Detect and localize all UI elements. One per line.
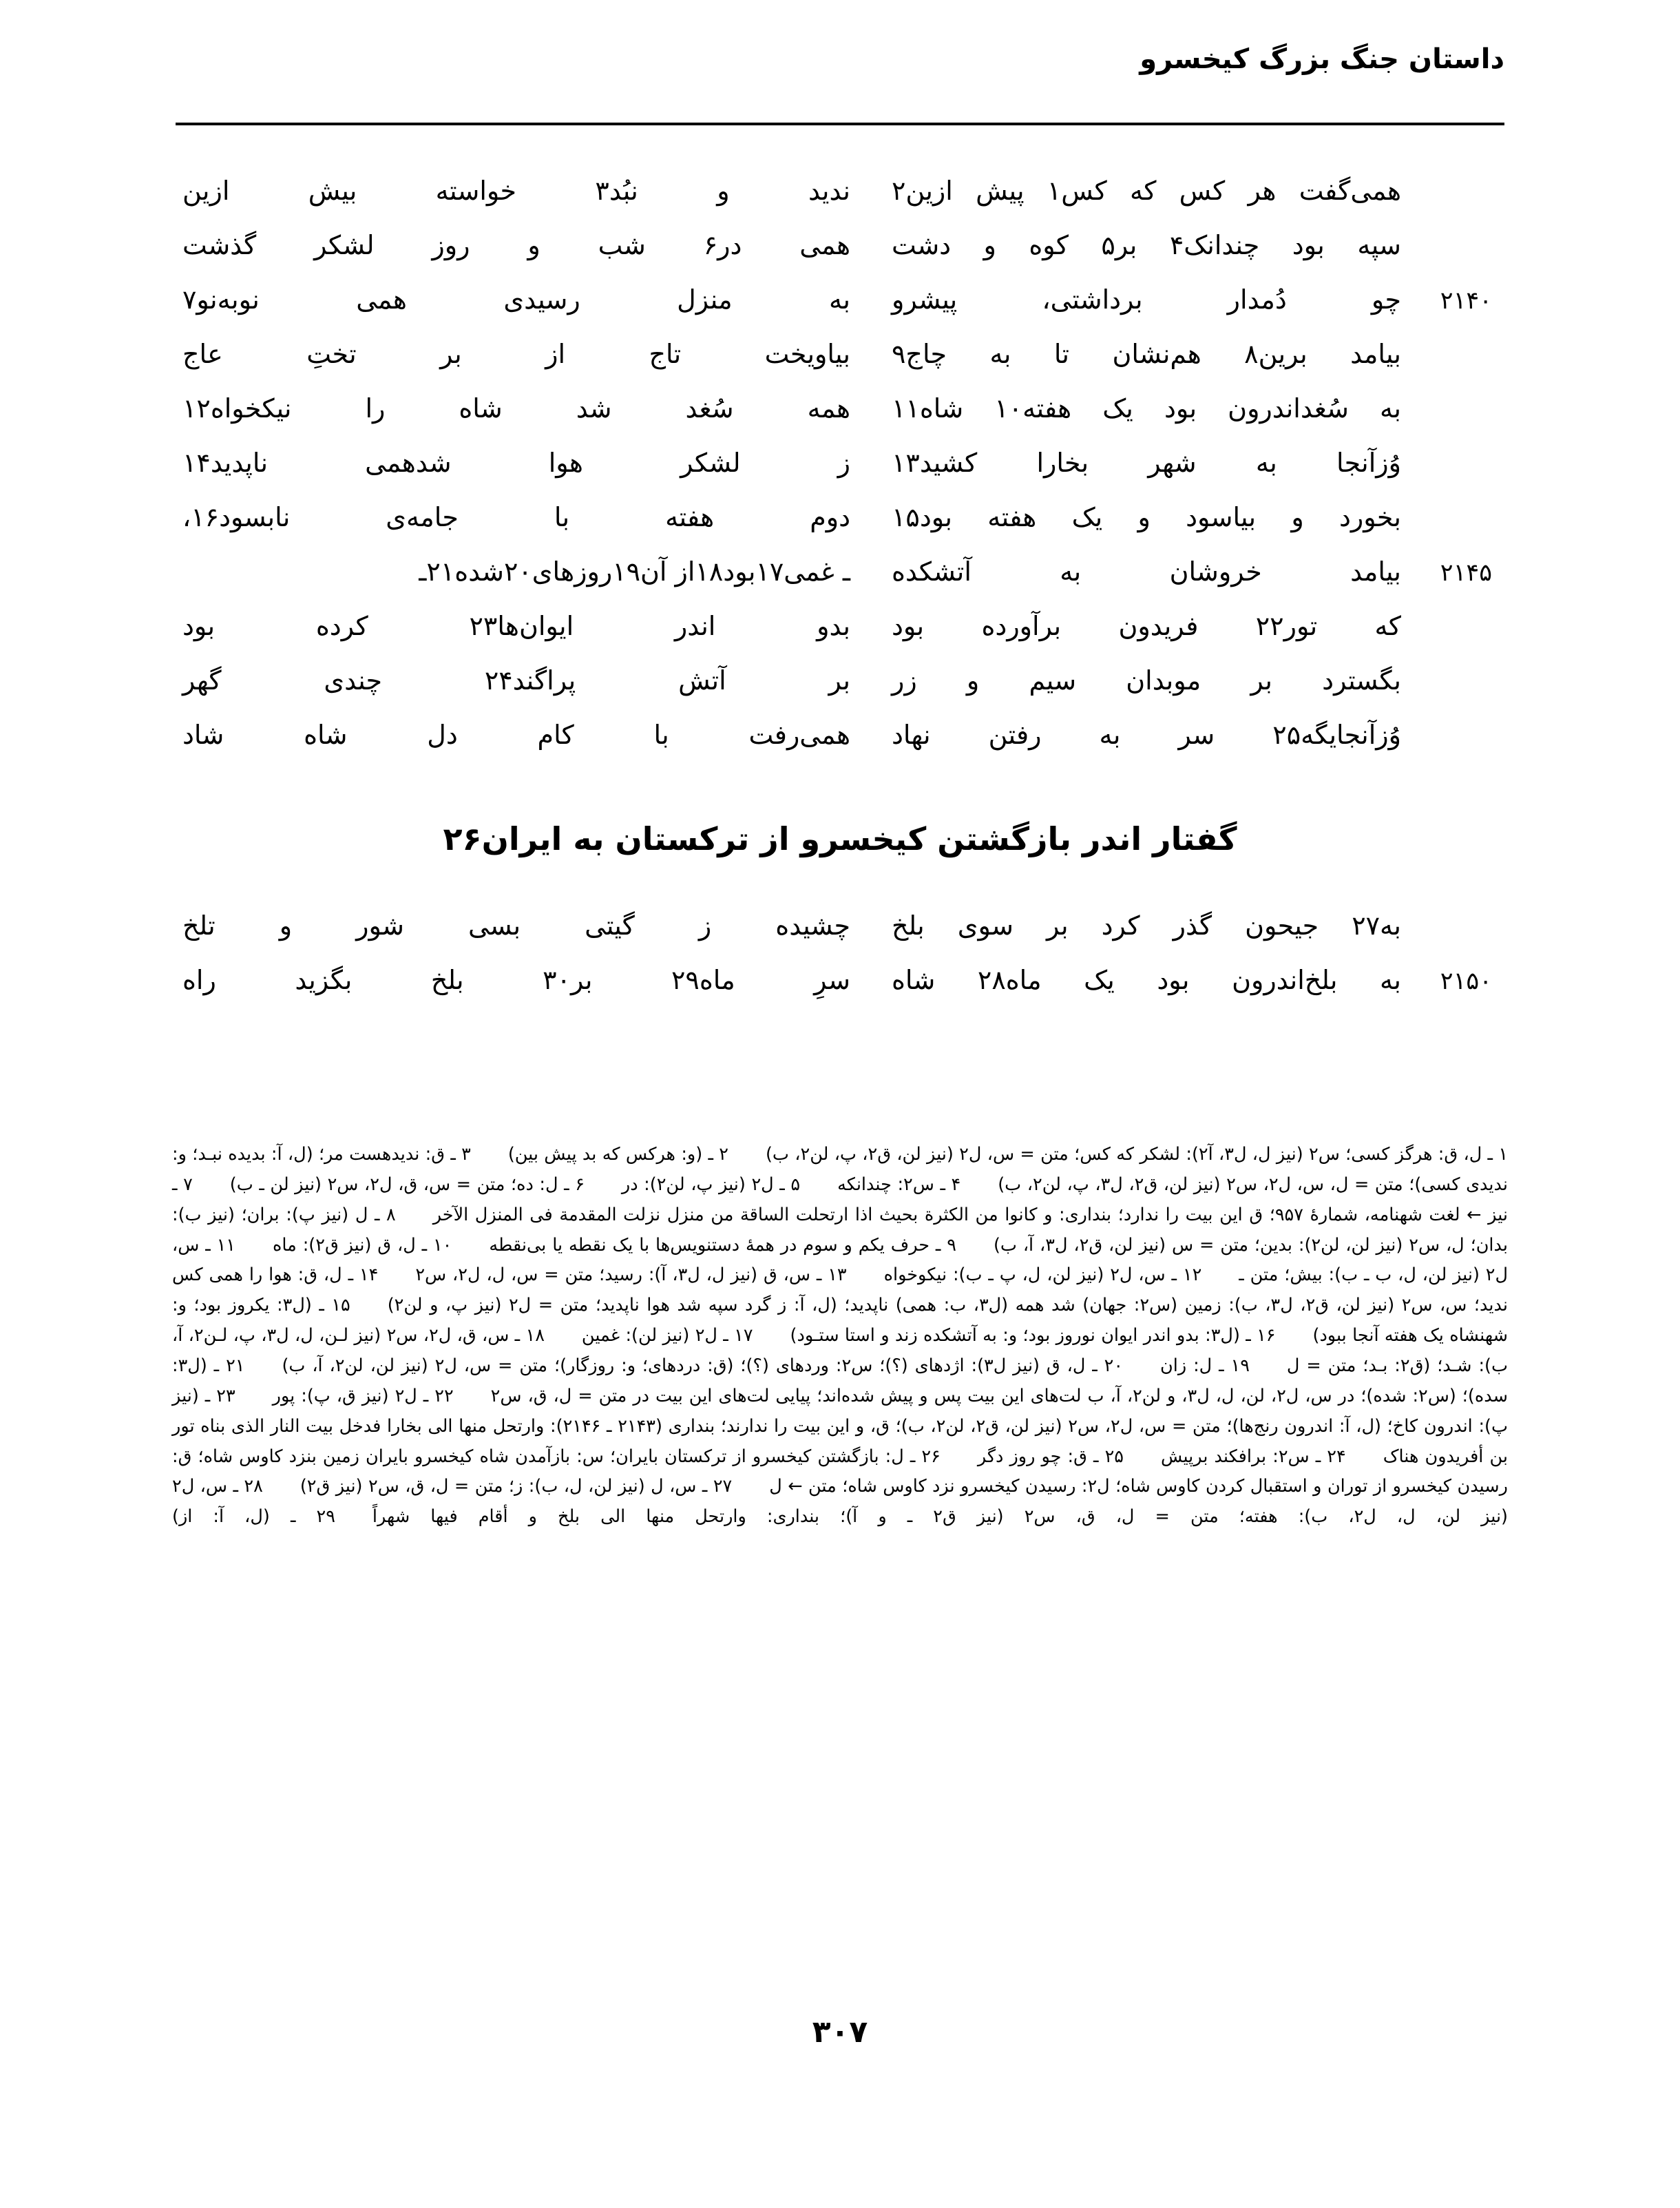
- footnote-entry: ۱۶ ـ (ل۳: بدو اندر ایوان نوروز بود؛ و: به آتشکده زند و استا ستـود): [790, 1325, 1276, 1346]
- header-rule: [176, 123, 1504, 125]
- hemistich-left: چشیده ز گیتی بسی شور و تلخ: [182, 910, 850, 941]
- hemistich-right: سپه بود چندانک۴ بر۵ کوه و دشت: [892, 230, 1402, 260]
- hemistich-right: همی‌گفت هر کس که کس۱ پیش ازین۲: [892, 176, 1402, 206]
- footnote-paragraph: [172, 1140, 1508, 1532]
- running-head-area: [176, 43, 1504, 76]
- couplet-row: [176, 910, 1504, 967]
- section-heading: گفتار اندر بازگشتن کیخسرو از ترکستان به ایران۲۶: [443, 820, 1237, 857]
- hemistich-right: بیامد برین۸ هم‌نشان تا به چاج۹: [892, 339, 1401, 369]
- footnote-entry: ۲۷ ـ س، ل (نیز لن، ل، ب): ز؛ متن = ل، ق، س۲ (نیز ق۲): [300, 1476, 733, 1497]
- footnote-entry: ۱۳ ـ س، ق (نیز ل، ل۳، آ): رسید؛ متن = س، ل، ل۲، س۲: [415, 1264, 847, 1286]
- hemistich-right: به۲۷ جیحون گذر کرد بر سوی بلخ: [892, 910, 1401, 941]
- hemistich-right: بیامد خروشان به آتشکده: [892, 556, 1401, 587]
- footnote-entry: ۷ ـ نیز ← لغت شهنامه، شمارهٔ ۹۵۷؛ ق این بیت را ندارد؛ بنداری: و کانوا من الکثرة بحیث اذا ارتحلت الساقة من منزل نزلت المقدمة فی المنزل الآخر: [172, 1174, 1508, 1225]
- footnote-entry: ۲۵ ـ ق: چو روز دگر: [977, 1446, 1124, 1467]
- hemistich-right: که تور۲۲ فریدون برآورده بود: [892, 611, 1401, 641]
- footnote-entry: ۱۷ ـ ل۲ (نیز لن): غمین: [581, 1325, 753, 1346]
- hemistich-left: همی در۶ شب و روز لشکر گذشت: [182, 230, 850, 260]
- verse-block-lower: [176, 910, 1504, 1021]
- footnote-entry: ۹ ـ حرف یکم و سوم در همهٔ دستنویس‌ها با یک نقطه یا بی‌نقطه: [489, 1234, 956, 1256]
- footnote-entry: ۱ ـ ل، ق: هرگز کسی؛ س۲ (نیز ل، ل۳، آ۲): لشکر که کس؛ متن = س، ل۲ (نیز لن، ق۲، پ، لن۲، ب): [765, 1144, 1509, 1165]
- couplet-row: [176, 504, 1504, 559]
- hemistich-left: همه سُغد شد شاه را نیکخواه۱۲: [182, 393, 850, 424]
- hemistich-right: به سُغداندرون بود یک هفته۱۰ شاه۱۱: [892, 393, 1402, 424]
- footnote-entry: ۱۲ ـ س، ل۲ (نیز لن، ل، پ ـ ب): نیکوخواه: [883, 1264, 1202, 1286]
- hemistich-left: ز لشکر هوا شدهمی ناپدید۱۴: [182, 448, 850, 478]
- footnote-entry: ۳ ـ ق: ندیدهست مر؛ (ل، آ: بدیده نبـد؛ و: ندیدی کسی)؛ متن = ل، س، ل۲، س۲ (نیز لن، ق۲، ل۳، پ، لن۲، ب): [172, 1144, 1509, 1195]
- verse-number: ۲۱۴۵: [1440, 559, 1492, 587]
- footnote-entry: ۴ ـ س۲: چندانکه: [837, 1174, 961, 1195]
- verse-block-upper: [176, 178, 1504, 776]
- footnote-entry: ۱۹ ـ ل: زان: [1160, 1355, 1250, 1377]
- hemistich-right: وُزآنجایگه۲۵ سر به رفتن نهاد: [892, 720, 1401, 750]
- footnote-entry: ۱۸ ـ س، ق، ل۲، س۲ (نیز لـن، ل، ل۳، پ، لـن۲، آ، ب): شـد؛ (ق۲: بـد؛ متن = ل: [172, 1325, 1508, 1377]
- hemistich-right: بگسترد بر موبدان سیم و زر: [892, 665, 1401, 696]
- footnote-entry: ۲۶ ـ ل: بازگشتن کیخسرو از ترکستان بایران؛ س: بازآمدن شاه کیخسرو بایران زمین بنزد کاوس شاه؛ ق: رسیدن کیخسرو از توران و استقبال کردن کاوس شاه؛ ل۲: رسیدن کیخسرو نزد کاوس شاه؛ متن ← ل: [172, 1446, 1508, 1497]
- footnote-entry: ۸ ـ ل (نیز پ): بران؛ (نیز ب): بدان؛ ل، س۲ (نیز لن، لن۲): بدین؛ متن = س (نیز لن، ق۲، ل۳، آ، ب): [172, 1204, 1508, 1256]
- footnote-entry: ۲۲ ـ ل۲ (نیز ق، پ): پور: [272, 1385, 454, 1406]
- couplet-row: [176, 450, 1504, 504]
- footnote-entry: ۶ ـ ل: ده؛ متن = س، ق، ل۲، س۲ (نیز لن ـ ب): [229, 1174, 585, 1195]
- page-number: ۳۰۷: [812, 2014, 868, 2050]
- footnote-entry: ۲۱ ـ (ل۳: سده)؛ (س۲: شده)؛ در س، ل۲، لن، ل، ل۳، و لن۲، آ، ب لت‌های این بیت پس و پیش شده‌اند؛ پیایی لت‌های این بیت در متن = ل، ق، س۲: [172, 1355, 1508, 1406]
- hemistich-left: ـ غمی۱۷بود۱۸از آن۱۹روزهای۲۰شده۲۱ـ: [419, 556, 850, 587]
- footnote-entry: ۲ ـ (و: هرکس که بد پیش بین): [507, 1144, 728, 1165]
- footnote-entry: ۱۴ ـ ل، ق: هوا را همی کس ندید؛ س، س۲ (نیز لن، ق۲، ل۳، ب): زمین (س۲: جهان) شد همه (ل۳، ب: همی) ناپدید؛ (ل، آ: ز گرد سپه شد هوا ناپدید؛ متن = ل۲ (نیز پ، و لن۲): [172, 1264, 1508, 1316]
- footnote-entry: ۱۰ ـ ل، ق (نیز ق۲): ماه: [273, 1234, 452, 1256]
- hemistich-left: بدو اندر ایوان‌ها۲۳ کرده بود: [182, 611, 850, 641]
- footnote-apparatus: [172, 1140, 1508, 1532]
- footnote-entry: ۲۴ ـ س۲: برافکند برپیش: [1160, 1446, 1346, 1467]
- footnote-entry: ۲۸ ـ س، ل۲ (نیز لن، ل، ل۲، ب): هفته؛ متن = ل، ق، س۲ (نیز ق۲ ـ و آ)؛ بنداری: وارتحل منها الی بلخ و أقام فیها شهراً: [172, 1476, 1508, 1528]
- running-head: داستان جنگ بزرگ کیخسرو: [1140, 43, 1504, 75]
- hemistich-left: بر آتش پراگند۲۴ چندی گهر: [182, 665, 850, 696]
- couplet-row: [176, 395, 1504, 450]
- couplet-row: [176, 556, 1504, 613]
- couplet-row: [176, 341, 1504, 395]
- footnote-entry: ۲۳ ـ (نیز پ): اندرون کاخ؛ (ل، آ: اندرون رنج‌ها)؛ متن = س، ل۲، س۲ (نیز لن، ق۲، لن۲، ب)؛ ق، و این بیت را ندارند؛ بنداری (۲۱۴۳ ـ ۲۱۴۶): وارتحل منها الی بخارا فدخل بیت النار الذی بناه تور بن أفریدون هناک: [172, 1385, 1508, 1467]
- hemistich-left: سرِ ماه۲۹ بر۳۰ بلخ بگزید راه: [182, 965, 850, 995]
- couplet-row: [176, 178, 1504, 232]
- footnote-entry: ۲۹ ـ (ل، آ: از): [172, 1506, 335, 1528]
- couplet-row: [176, 232, 1504, 287]
- hemistich-left: همی‌رفت با کام دل شاه شاد: [182, 720, 850, 750]
- hemistich-left: بیاویخت تاج از بر تختِ عاج: [182, 339, 850, 369]
- couplet-row: [176, 613, 1504, 667]
- hemistich-right: وُزآنجا به شهر بخارا کشید۱۳: [892, 448, 1401, 478]
- hemistich-right: به بلخ‌اندرون بود یک ماه۲۸ شاه: [892, 965, 1401, 995]
- footnote-entry: ۱۵ ـ (ل۳: یکروز بود؛ و: شهنشاه یک هفته آنجا ببود): [172, 1295, 1508, 1346]
- hemistich-left: به منزل رسیدی همی نوبه‌نو۷: [182, 284, 850, 315]
- couplet-row: [176, 722, 1504, 776]
- verse-number: ۲۱۵۰: [1440, 968, 1492, 995]
- hemistich-right: بخورد و بیاسود و یک هفته بود۱۵: [892, 502, 1401, 532]
- couplet-row: [176, 284, 1504, 341]
- footnote-entry: ۱۱ ـ س، ل۲ (نیز لن، ل، ب ـ ب): بیش؛ متن ـ: [172, 1234, 1509, 1286]
- verse-number: ۲۱۴۰: [1440, 287, 1492, 315]
- footnote-entry: ۵ ـ ل۲ (نیز پ، لن۲): در: [621, 1174, 801, 1195]
- couplet-row: [176, 667, 1504, 722]
- footnote-entry: ۲۰ ـ ل، ق (نیز ل۳): اژدهای (؟)؛ س۲: وردهای (؟)؛ (ق: دردهای؛ و: روزگار)؛ متن = س، ل۲ (نیز لن، لن۲، آ، ب): [282, 1355, 1124, 1377]
- hemistich-right: چو دُمدار برداشتی، پیشرو: [892, 284, 1401, 315]
- couplet-row: [176, 967, 1504, 1021]
- hemistich-left: دوم هفته با جامه‌ی نابسود۱۶،: [182, 502, 850, 532]
- hemistich-left: ندید و نبُد۳ خواسته بیش ازین: [182, 176, 850, 206]
